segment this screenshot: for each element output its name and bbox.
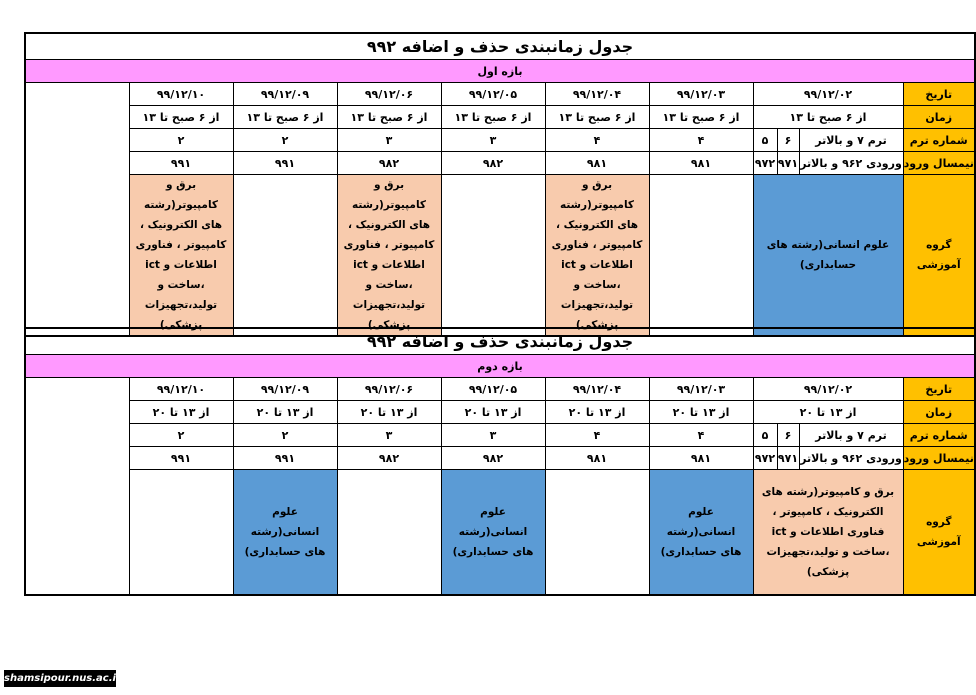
term-cell: ۴ (545, 424, 649, 447)
row-label-group: گروه آموزشی (903, 470, 975, 596)
entry-cell: ورودی ۹۶۲ و بالاتر (799, 447, 903, 470)
time-cell: از ۶ صبح تا ۱۳ (545, 106, 649, 129)
date-cell: ۹۹/۱۲/۰۶ (337, 378, 441, 401)
term-cell: ترم ۷ و بالاتر (799, 129, 903, 152)
schedule-table-1 (24, 32, 976, 337)
row-label-entry: نیمسال ورود (903, 447, 975, 470)
group-cell: علوم انسانی(رشته های حسابداری) (233, 470, 337, 596)
term-cell: ۶ (777, 129, 799, 152)
time-cell: از ۱۳ تا ۲۰ (129, 401, 233, 424)
date-cell: ۹۹/۱۲/۰۲ (753, 83, 903, 106)
date-cell: ۹۹/۱۲/۰۵ (441, 83, 545, 106)
term-cell: ۲ (233, 129, 337, 152)
group-cell: برق و کامپیوتر(رشته های الکترونیک ، کامپیوتر ، فناوری اطلاعات و ict ،ساخت و تولید،تجهیزات پزشکی) (337, 175, 441, 337)
row-label-date: تاریخ (903, 83, 975, 106)
table-title: جدول زمانبندی حذف و اضافه ۹۹۲ (25, 33, 975, 60)
time-cell: از ۶ صبح تا ۱۳ (441, 106, 545, 129)
time-cell: از ۶ صبح تا ۱۳ (337, 106, 441, 129)
entry-cell: ۹۸۱ (545, 152, 649, 175)
date-cell: ۹۹/۱۲/۱۰ (129, 83, 233, 106)
row-label-group: گروه آموزشی (903, 175, 975, 337)
time-cell: از ۱۳ تا ۲۰ (545, 401, 649, 424)
entry-cell: ۹۷۱ (777, 447, 799, 470)
group-cell: برق و کامپیوتر(رشته های الکترونیک ، کامپیوتر ، فناوری اطلاعات و ict ،ساخت و تولید،تجهیزات پزشکی) (753, 470, 903, 596)
entry-cell: ۹۸۲ (337, 447, 441, 470)
entry-cell: ۹۸۱ (545, 447, 649, 470)
entry-cell: ۹۷۱ (777, 152, 799, 175)
group-cell (337, 470, 441, 596)
date-cell: ۹۹/۱۲/۱۰ (129, 378, 233, 401)
entry-cell: ۹۸۱ (649, 152, 753, 175)
entry-cell: ۹۹۱ (233, 447, 337, 470)
entry-cell: ۹۹۱ (233, 152, 337, 175)
date-cell: ۹۹/۱۲/۰۶ (337, 83, 441, 106)
time-cell: از ۱۳ تا ۲۰ (337, 401, 441, 424)
time-cell: از ۱۳ تا ۲۰ (233, 401, 337, 424)
entry-cell: ۹۸۲ (441, 447, 545, 470)
schedule-table-2 (24, 327, 976, 596)
site-url-watermark: shamsipour.nus.ac.ir (4, 670, 116, 687)
term-cell: ۳ (337, 129, 441, 152)
time-cell: از ۱۳ تا ۲۰ (649, 401, 753, 424)
term-cell: ۴ (649, 129, 753, 152)
group-cell: علوم انسانی(رشته های حسابداری) (441, 470, 545, 596)
group-cell: برق و کامپیوتر(رشته های الکترونیک ، کامپیوتر ، فناوری اطلاعات و ict ،ساخت و تولید،تجهیزات پزشکی) (545, 175, 649, 337)
entry-cell: ۹۸۲ (441, 152, 545, 175)
group-cell (441, 175, 545, 337)
group-cell: برق و کامپیوتر(رشته های الکترونیک ، کامپیوتر ، فناوری اطلاعات و ict ،ساخت و تولید،تجهیزات پزشکی) (129, 175, 233, 337)
term-cell: ۶ (777, 424, 799, 447)
group-cell (233, 175, 337, 337)
term-cell: ۵ (753, 424, 777, 447)
term-cell: ترم ۷ و بالاتر (799, 424, 903, 447)
entry-cell: ۹۷۲ (753, 152, 777, 175)
date-cell: ۹۹/۱۲/۰۳ (649, 83, 753, 106)
entry-cell: ۹۷۲ (753, 447, 777, 470)
period-label: بازه اول (25, 60, 975, 83)
term-cell: ۵ (753, 129, 777, 152)
term-cell: ۲ (129, 424, 233, 447)
time-cell: از ۶ صبح تا ۱۳ (649, 106, 753, 129)
term-cell: ۲ (233, 424, 337, 447)
row-label-date: تاریخ (903, 378, 975, 401)
time-cell: از ۱۳ تا ۲۰ (441, 401, 545, 424)
date-cell: ۹۹/۱۲/۰۴ (545, 83, 649, 106)
date-cell: ۹۹/۱۲/۰۹ (233, 378, 337, 401)
group-cell (649, 175, 753, 337)
term-cell: ۳ (441, 129, 545, 152)
row-label-entry: نیمسال ورود (903, 152, 975, 175)
term-cell: ۴ (649, 424, 753, 447)
term-cell: ۲ (129, 129, 233, 152)
group-cell: علوم انسانی(رشته های حسابداری) (649, 470, 753, 596)
date-cell: ۹۹/۱۲/۰۹ (233, 83, 337, 106)
time-cell: از ۱۳ تا ۲۰ (753, 401, 903, 424)
entry-cell: ورودی ۹۶۲ و بالاتر (799, 152, 903, 175)
date-cell: ۹۹/۱۲/۰۲ (753, 378, 903, 401)
term-cell: ۳ (337, 424, 441, 447)
date-cell: ۹۹/۱۲/۰۵ (441, 378, 545, 401)
time-cell: از ۶ صبح تا ۱۳ (129, 106, 233, 129)
entry-cell: ۹۸۱ (649, 447, 753, 470)
table-title: جدول زمانبندی حذف و اضافه ۹۹۲ (25, 328, 975, 355)
entry-cell: ۹۸۲ (337, 152, 441, 175)
date-cell: ۹۹/۱۲/۰۴ (545, 378, 649, 401)
group-cell (545, 470, 649, 596)
entry-cell: ۹۹۱ (129, 447, 233, 470)
term-cell: ۴ (545, 129, 649, 152)
entry-cell: ۹۹۱ (129, 152, 233, 175)
term-cell: ۳ (441, 424, 545, 447)
date-cell: ۹۹/۱۲/۰۳ (649, 378, 753, 401)
time-cell: از ۶ صبح تا ۱۳ (233, 106, 337, 129)
row-label-term: شماره ترم (903, 129, 975, 152)
time-cell: از ۶ صبح تا ۱۳ (753, 106, 903, 129)
row-label-time: زمان (903, 401, 975, 424)
period-label: بازه دوم (25, 355, 975, 378)
group-cell: علوم انسانی(رشته های حسابداری) (753, 175, 903, 337)
row-label-time: زمان (903, 106, 975, 129)
row-label-term: شماره ترم (903, 424, 975, 447)
group-cell (129, 470, 233, 596)
